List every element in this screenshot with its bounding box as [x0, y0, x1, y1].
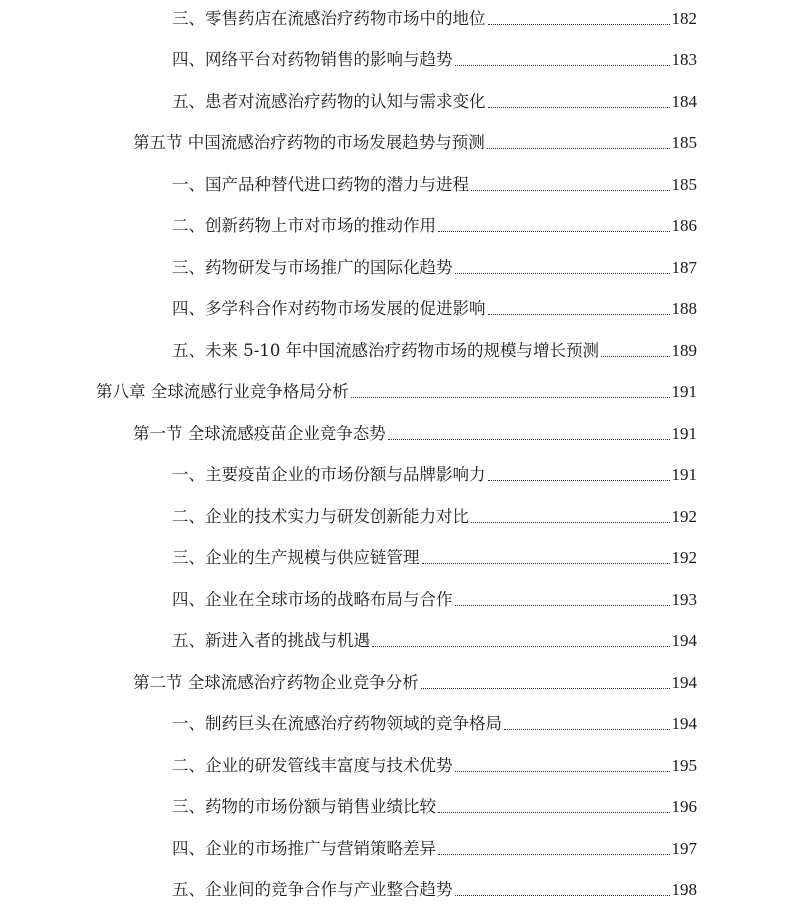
toc-entry-title: 三、药物研发与市场推广的国际化趋势 [172, 258, 453, 277]
dot-leader [422, 563, 670, 564]
dot-leader [388, 439, 670, 440]
toc-page-number: 189 [671, 341, 697, 360]
toc-entry-title: 四、多学科合作对药物市场发展的促进影响 [172, 299, 486, 318]
toc-page-number: 192 [671, 507, 697, 526]
dot-leader [487, 148, 670, 149]
dot-leader [421, 688, 670, 689]
toc-entry [172, 213, 697, 237]
dot-leader [351, 397, 670, 398]
toc-entry [172, 753, 697, 777]
toc-entry [172, 628, 697, 652]
dot-leader [455, 771, 670, 772]
toc-entry-title: 一、制药巨头在流感治疗药物领域的竞争格局 [172, 714, 502, 733]
toc-page-number: 192 [671, 548, 697, 567]
dot-leader [488, 480, 670, 481]
dot-leader [471, 522, 670, 523]
toc-entry-title: 五、新进入者的挑战与机遇 [172, 631, 370, 650]
toc-entry-title: 第一节 全球流感疫苗企业竞争态势 [133, 424, 386, 443]
toc-page-number: 197 [671, 839, 697, 858]
dot-leader [455, 895, 670, 896]
dot-leader [488, 24, 670, 25]
toc-entry-title: 四、企业的市场推广与营销策略差异 [172, 839, 436, 858]
toc-entry [172, 794, 697, 818]
toc-page-number: 193 [671, 590, 697, 609]
toc-page-number: 191 [671, 465, 697, 484]
toc-page-number: 185 [671, 175, 697, 194]
toc-entry-title: 三、药物的市场份额与销售业绩比较 [172, 797, 436, 816]
toc-section-entry [133, 670, 697, 694]
dot-leader [455, 605, 670, 606]
toc-entry [172, 338, 697, 362]
toc-entry [172, 836, 697, 860]
toc-page-number: 194 [671, 673, 697, 692]
dot-leader [438, 812, 670, 813]
toc-page-number: 196 [671, 797, 697, 816]
toc-entry-title: 二、企业的技术实力与研发创新能力对比 [172, 507, 469, 526]
toc-entry [172, 47, 697, 71]
toc-entry [172, 504, 697, 528]
toc-entry [172, 462, 697, 486]
toc-entry-title: 第五节 中国流感治疗药物的市场发展趋势与预测 [133, 133, 485, 152]
toc-entry-title: 一、国产品种替代进口药物的潜力与进程 [172, 175, 469, 194]
dot-leader [504, 729, 670, 730]
toc-page-number: 191 [671, 424, 697, 443]
dot-leader [471, 190, 670, 191]
toc-page-number: 198 [671, 880, 697, 899]
toc-section-entry [133, 421, 697, 445]
toc-entry-title: 第八章 全球流感行业竞争格局分析 [96, 382, 349, 401]
toc-page-number: 195 [671, 756, 697, 775]
toc-entry [172, 296, 697, 320]
toc-entry [172, 545, 697, 569]
toc-section-entry [133, 130, 697, 154]
dot-leader [601, 356, 669, 357]
dot-leader [455, 65, 670, 66]
dot-leader [438, 231, 670, 232]
toc-page-number: 187 [671, 258, 697, 277]
toc-page-number: 186 [671, 216, 697, 235]
dot-leader [455, 273, 670, 274]
toc-entry-title: 四、网络平台对药物销售的影响与趋势 [172, 50, 453, 69]
toc-entry [172, 877, 697, 901]
toc-entry-title: 三、零售药店在流感治疗药物市场中的地位 [172, 9, 486, 28]
toc-entry [172, 255, 697, 279]
toc-entry-title: 二、创新药物上市对市场的推动作用 [172, 216, 436, 235]
toc-entry-title: 三、企业的生产规模与供应链管理 [172, 548, 420, 567]
toc-page-number: 194 [671, 714, 697, 733]
toc-entry-title: 二、企业的研发管线丰富度与技术优势 [172, 756, 453, 775]
dot-leader [488, 107, 670, 108]
toc-entry [172, 711, 697, 735]
toc-entry-title: 五、未来 5-10 年中国流感治疗药物市场的规模与增长预测 [172, 341, 600, 360]
toc-entry-title: 第二节 全球流感治疗药物企业竞争分析 [133, 673, 419, 692]
dot-leader [438, 854, 670, 855]
toc-page-number: 182 [671, 9, 697, 28]
toc-page-number: 191 [671, 382, 697, 401]
toc-entry-title: 四、企业在全球市场的战略布局与合作 [172, 590, 453, 609]
toc-page-number: 194 [671, 631, 697, 650]
toc-page-number: 183 [671, 50, 697, 69]
dot-leader [372, 646, 670, 647]
toc-entry [172, 6, 697, 30]
toc-chapter-entry [96, 379, 697, 403]
toc-entry-title: 一、主要疫苗企业的市场份额与品牌影响力 [172, 465, 486, 484]
toc-page-number: 188 [671, 299, 697, 318]
toc-page-number: 185 [671, 133, 697, 152]
toc-entry-title: 五、患者对流感治疗药物的认知与需求变化 [172, 92, 486, 111]
toc-entry [172, 89, 697, 113]
toc-entry [172, 587, 697, 611]
toc-page-number: 184 [671, 92, 697, 111]
toc-entry [172, 172, 697, 196]
dot-leader [488, 314, 670, 315]
toc-entry-title: 五、企业间的竞争合作与产业整合趋势 [172, 880, 453, 899]
